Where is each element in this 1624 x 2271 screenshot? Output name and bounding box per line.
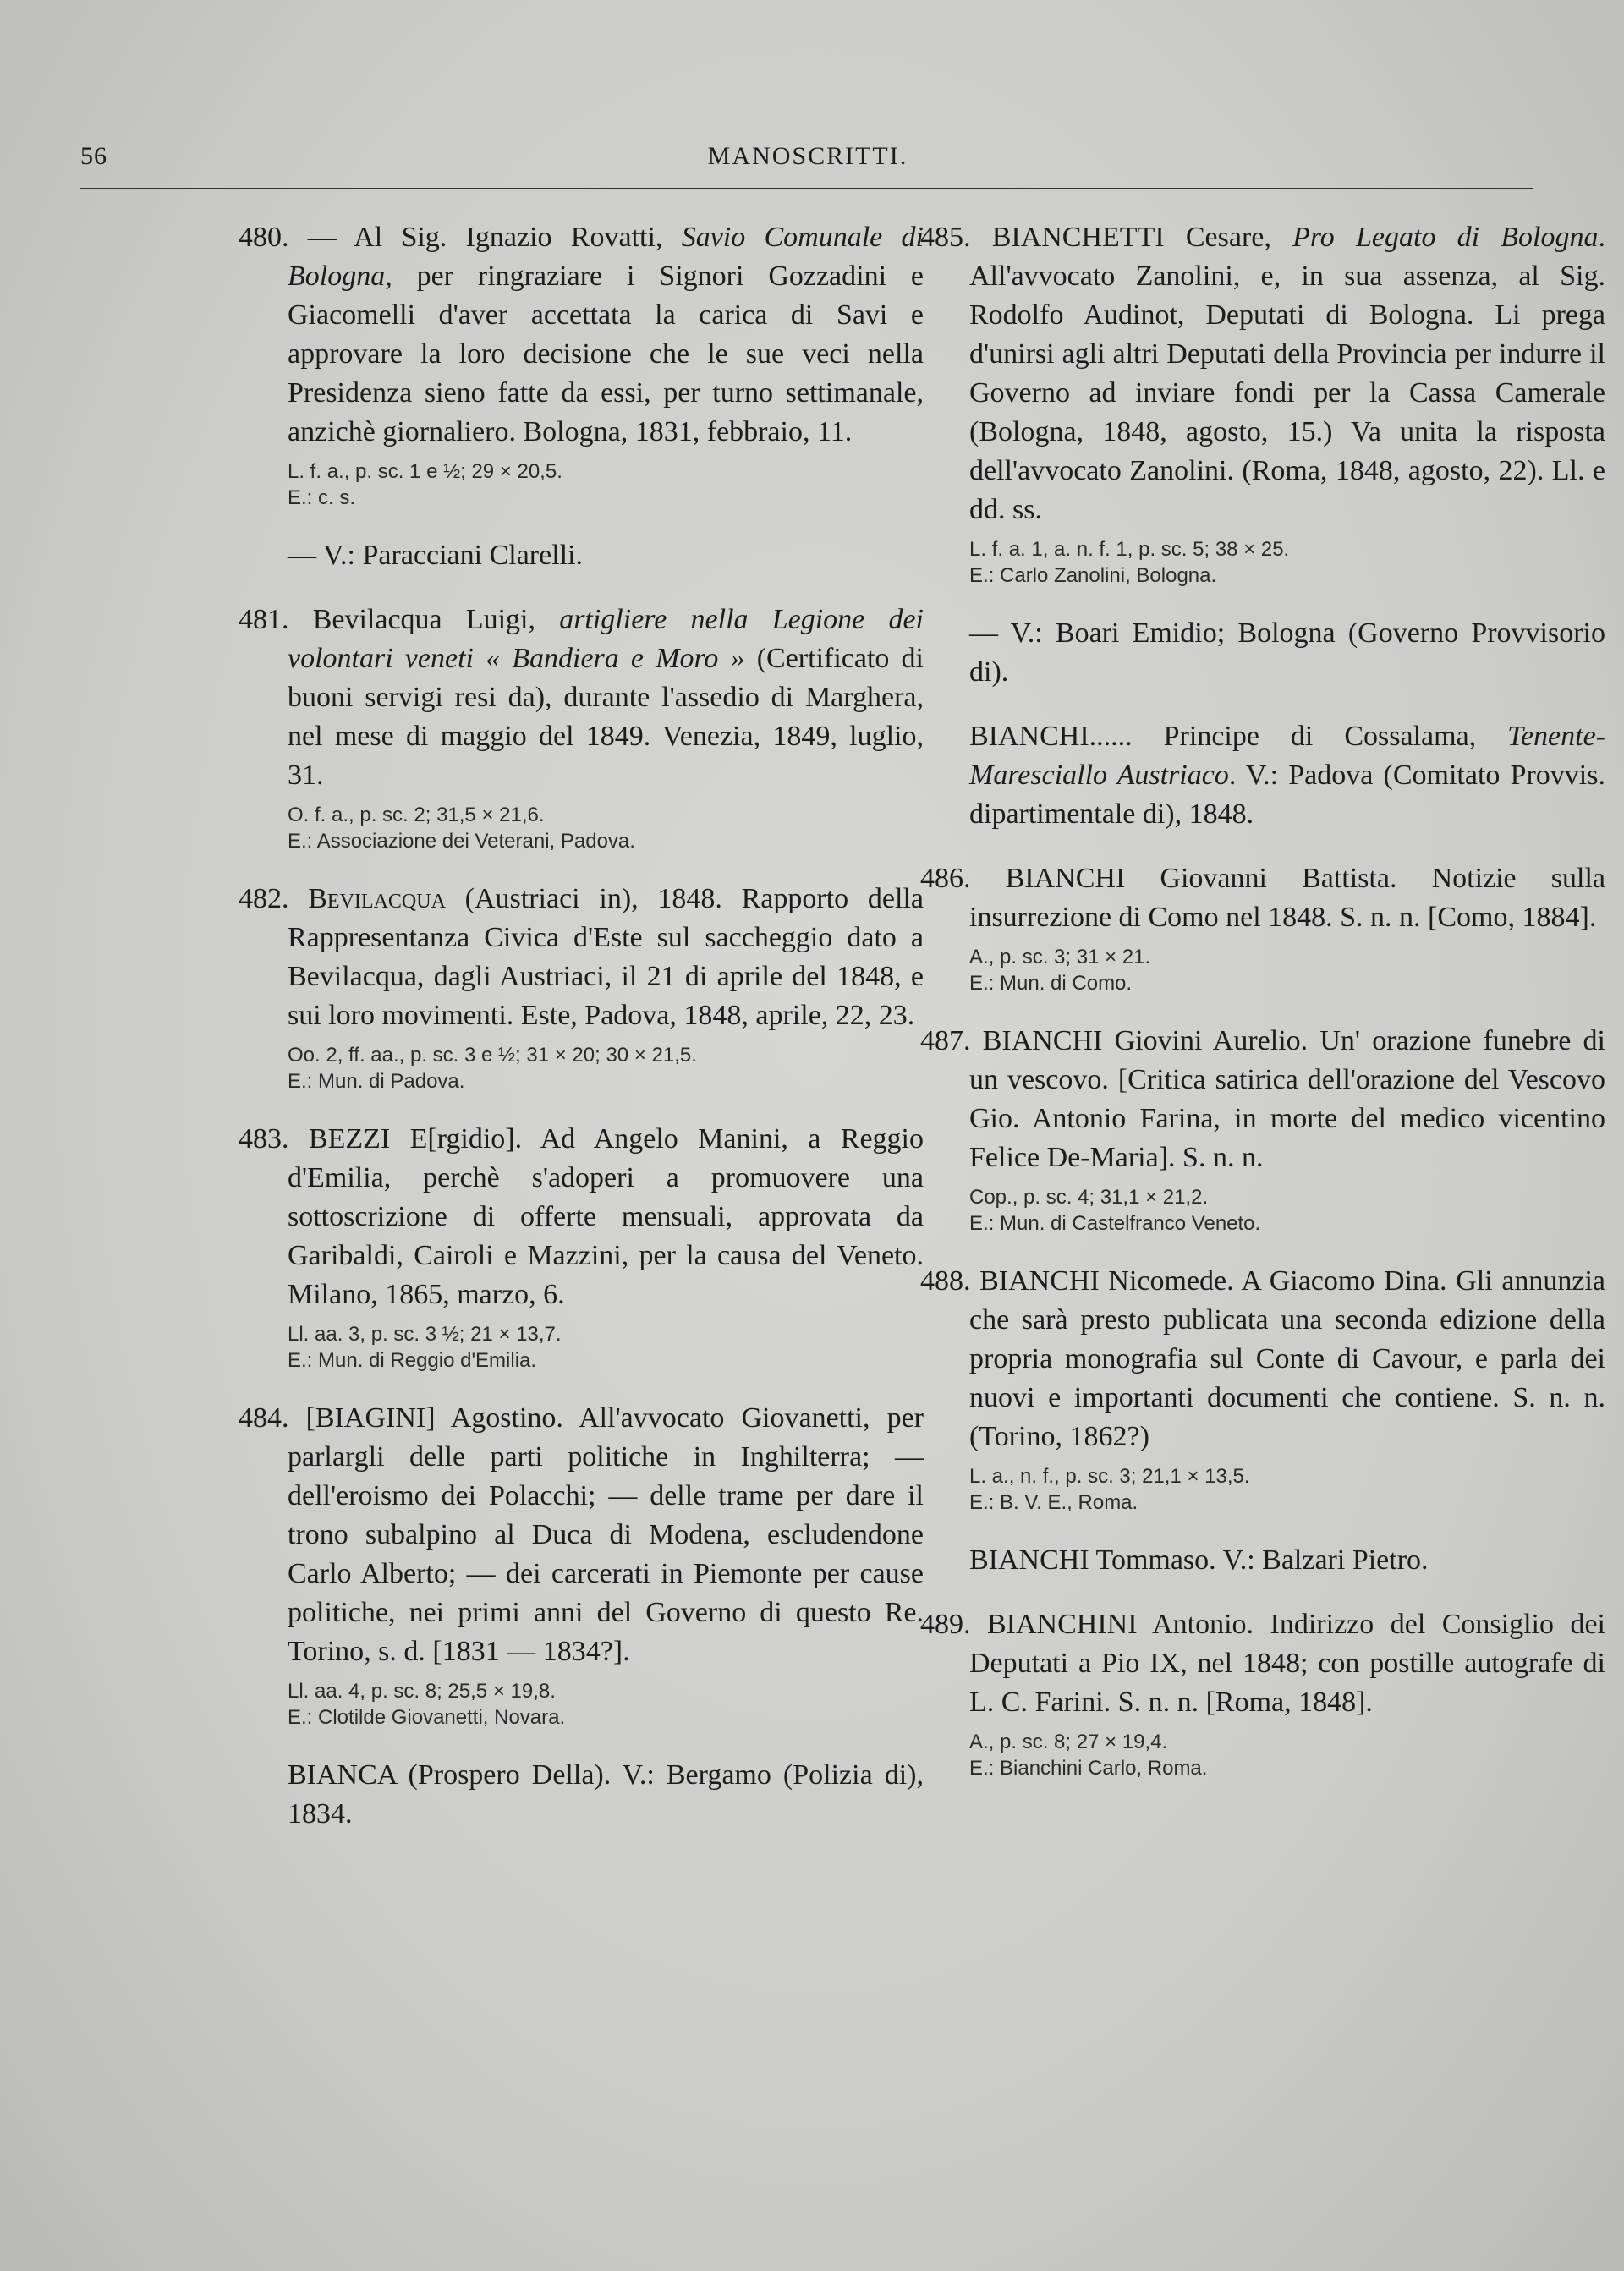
entry-description (239, 218, 924, 452)
entry-description (239, 880, 924, 1035)
entry-description (920, 1605, 1605, 1722)
catalog-entry (239, 1120, 924, 1374)
entry-text: 482. (239, 883, 309, 914)
catalog-entry (239, 1399, 924, 1731)
cross-reference (920, 717, 1605, 834)
entry-text: 483. BEZZI E[rgidio]. Ad Angelo Manini, a Reggio d'Emilia, perchè s'adoperi a promuovere una sottoscrizione di offerte mensuali, approvata da Garibaldi, Cairoli e Mazzini, per la causa del Veneto. Milano, 1865, marzo, 6. (239, 1123, 924, 1310)
entry-physical-description: A., p. sc. 8; 27 × 19,4. (969, 1731, 1168, 1753)
italic-text: Savio Comunale di Bologna (288, 222, 924, 292)
cross-reference (239, 536, 924, 575)
catalog-entry (239, 601, 924, 854)
catalog-entry (920, 859, 1605, 996)
entry-text: 481. Bevilacqua Luigi, (239, 604, 560, 635)
italic-text: Tenente-Maresciallo Austriaco (969, 721, 1605, 791)
cross-reference (920, 614, 1605, 692)
italic-text: Pro Legato di Bologna (1292, 222, 1599, 253)
entry-description (239, 1399, 924, 1671)
entry-text: 488. BIANCHI Nicomede. A Giacomo Dina. Gli annunzia che sarà presto publicata una seconda edizione della propria monografia sul Conte di Cavour, e parla dei nuovi e importanti documenti che contiene. S. n. n. (Torino, 1862?) (920, 1265, 1605, 1452)
entry-description (920, 859, 1605, 937)
entry-owner: E.: Clotilde Giovanetti, Novara. (288, 1706, 566, 1729)
entry-text: (Certificato di buoni servigi resi da), durante l'assedio di Marghera, nel mese di maggio del 1849. Venezia, 1849, luglio, 31. (288, 643, 924, 791)
entry-owner: E.: Mun. di Padova. (288, 1070, 465, 1093)
entry-owner: E.: Mun. di Como. (969, 972, 1133, 995)
entry-physical-description: L. f. a. 1, a. n. f. 1, p. sc. 5; 38 × 25. (969, 538, 1290, 561)
entry-owner: E.: c. s. (288, 486, 356, 509)
entry-text: 486. BIANCHI Giovanni Battista. Notizie sulla insurrezione di Como nel 1848. S. n. n. [Como, 1884]. (920, 863, 1605, 933)
cross-reference-text: — V.: Paracciani Clarelli. (288, 540, 584, 571)
entry-physical-description: Ll. aa. 4, p. sc. 8; 25,5 × 19,8. (288, 1680, 556, 1703)
catalog-entry (239, 218, 924, 511)
entry-text: Bevilacqua (308, 883, 446, 914)
page-title: MANOSCRITTI. (707, 142, 908, 170)
entry-owner: E.: Mun. di Reggio d'Emilia. (288, 1349, 537, 1372)
entry-owner: E.: Bianchini Carlo, Roma. (969, 1757, 1208, 1780)
entry-text: BIANCHI...... Principe di Cossalama, (969, 721, 1508, 752)
entry-physical-description: Ll. aa. 3, p. sc. 3 ½; 21 × 13,7. (288, 1323, 562, 1346)
entry-physical-description: L. f. a., p. sc. 1 e ½; 29 × 20,5. (288, 460, 562, 483)
page-number: 56 (80, 142, 107, 170)
catalog-entry (920, 1605, 1605, 1781)
entry-owner: E.: Associazione dei Veterani, Padova. (288, 830, 635, 853)
cross-reference (920, 1541, 1605, 1580)
entry-description (239, 601, 924, 795)
catalog-entry (239, 880, 924, 1094)
entry-owner: E.: Mun. di Castelfranco Veneto. (969, 1212, 1261, 1235)
entry-text: , per ringraziare i Signori Gozzadini e Giacomelli d'aver accettata la carica di Savi e approvare la loro decisione che le sue veci nella Presidenza sieno fatte da essi, per turno settimanale, anzichè giornaliero. Bologna, 1831, febbraio, 11. (288, 261, 924, 447)
entry-physical-description: O. f. a., p. sc. 2; 31,5 × 21,6. (288, 804, 545, 826)
catalog-entry (920, 1022, 1605, 1237)
entry-owner: E.: Carlo Zanolini, Bologna. (969, 564, 1217, 587)
entry-description (920, 218, 1605, 529)
entry-text: 487. BIANCHI Giovini Aurelio. Un' orazione funebre di un vescovo. [Critica satirica dell'orazione del Vescovo Gio. Antonio Farina, in morte del medico vicentino Felice De-Maria]. S. n. n. (920, 1025, 1605, 1173)
entry-text: (Austriaci in), 1848. Rapporto della Rappresentanza Civica d'Este sul saccheggio dato a Bevilacqua, dagli Austriaci, il 21 di aprile del 1848, e sui loro movimenti. Este, Padova, 1848, aprile, 22, 23. (288, 883, 924, 1031)
entry-physical-description: Oo. 2, ff. aa., p. sc. 3 e ½; 31 × 20; 30 × 21,5. (288, 1044, 697, 1067)
entry-physical-description: Cop., p. sc. 4; 31,1 × 21,2. (969, 1186, 1209, 1209)
catalog-entry (920, 1262, 1605, 1516)
cross-reference-text: BIANCA (Prospero Della). V.: Bergamo (Polizia di), 1834. (288, 1759, 924, 1829)
catalog-entry (920, 218, 1605, 589)
cross-reference-text: BIANCHI Tommaso. V.: Balzari Pietro. (969, 1544, 1429, 1576)
entry-text: 484. [BIAGINI] Agostino. All'avvocato Giovanetti, per parlargli delle parti politiche in Inghilterra; — dell'eroismo dei Polacchi; — delle trame per dare il trono subalpino al Duca di Modena, escludendone Carlo Alberto; — dei carcerati in Piemonte per cause politiche, nei primi anni del Governo di questo Re. Torino, s. d. [1831 — 1834?]. (239, 1402, 924, 1667)
cross-reference-text: — V.: Boari Emidio; Bologna (Governo Provvisorio di). (969, 617, 1605, 688)
entry-physical-description: A., p. sc. 3; 31 × 21. (969, 946, 1151, 968)
entry-text: . All'avvocato Zanolini, e, in sua assenza, al Sig. Rodolfo Audinot, Deputati di Bologna. Li prega d'unirsi agli altri Deputati della Provincia per indurre il Governo ad inviare fondi per la Cassa Camerale (Bologna, 1848, agosto, 15.) Va unita la risposta dell'avvocato Zanolini. (Roma, 1848, agosto, 22). Ll. e dd. ss. (969, 222, 1605, 525)
entry-text: 485. BIANCHETTI Cesare, (920, 222, 1293, 253)
entry-description (239, 1120, 924, 1314)
entry-description (920, 1022, 1605, 1177)
header-rule (80, 188, 1533, 189)
right-column (920, 218, 1605, 1807)
entry-text: . V.: Padova (Comitato Provvis. dipartimentale di), 1848. (969, 760, 1605, 830)
italic-text: artigliere nella Legione dei volontari veneti « Bandiera e Moro » (288, 604, 924, 674)
entry-text: 489. BIANCHINI Antonio. Indirizzo del Consiglio dei Deputati a Pio IX, nel 1848; con postille autografe di L. C. Farini. S. n. n. [Roma, 1848]. (920, 1609, 1605, 1718)
entry-description (920, 1262, 1605, 1456)
entry-physical-description: L. a., n. f., p. sc. 3; 21,1 × 13,5. (969, 1465, 1250, 1488)
cross-reference (239, 1756, 924, 1834)
entry-text: 480. — Al Sig. Ignazio Rovatti, (239, 222, 682, 253)
cross-reference-text (920, 717, 1605, 834)
left-column (239, 218, 924, 1859)
entry-owner: E.: B. V. E., Roma. (969, 1491, 1138, 1514)
